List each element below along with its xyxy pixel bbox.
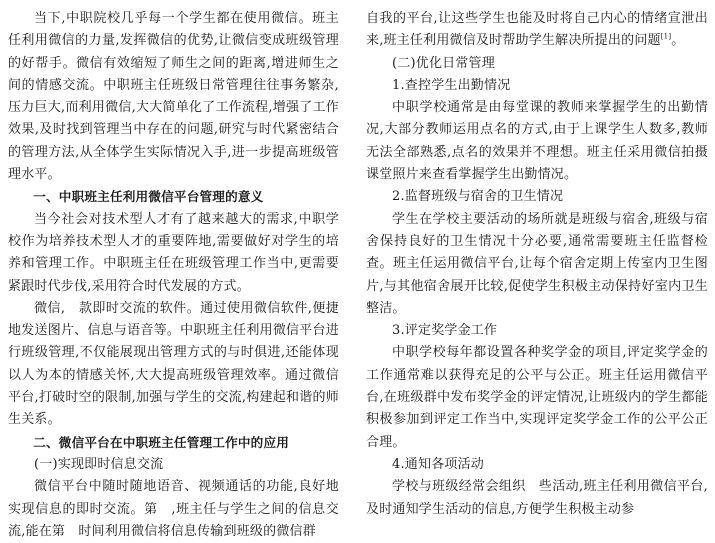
section-heading-application: 二、微信平台在中职班主任管理工作中的应用 (33, 434, 290, 450)
item-heading-scholarship: 3.评定奖学金工作 (392, 323, 498, 339)
instant-communication-paragraph: 微信平台中随时随地语音、视频通话的功能,良好地实现信息的即时交流。第 ,班主任与学生之间的信息交流,能在第 时间利用微信将信息传输到班级的微信群 (8, 479, 339, 539)
hygiene-paragraph: 学生在学校主要活动的场所就是班级与宿舍,班级与宿舍保持良好的卫生情况十分必要,通常需要班主任监督检查。班主任运用微信平台,让每个宿舍定期上传室内卫生图片,与其他宿舍展开比较,促使学生积极主动保持好室内卫生整洁。 (366, 211, 708, 316)
left-column (8, 8, 339, 543)
significance-paragraph-1: 当今社会对技术型人才有了越来越大的需求,中职学校作为培养技术型人才的重要阵地,需要做好对学生的培养和管理工作。中职班主任在班级管理工作当中,更需要紧跟时代步伐,采用符合时代发展的方式。 (8, 211, 339, 294)
continued-paragraph-end: 。 (671, 33, 685, 49)
right-column (366, 8, 708, 521)
item-heading-activity-notice: 4.通知各项活动 (392, 456, 485, 472)
item-heading-attendance: 1.查控学生出勤情况 (392, 77, 511, 93)
continued-paragraph-text: 自我的平台,让这些学生也能及时将自己内心的情绪宣泄出来,班主任利用微信及时帮助学生解决所提出的问题 (366, 11, 708, 49)
item-heading-hygiene: 2.监督班级与宿舍的卫生情况 (392, 189, 564, 205)
section-heading-significance: 一、中职班主任利用微信平台管理的意义 (33, 189, 264, 205)
citation-marker: [1] (660, 32, 672, 41)
attendance-paragraph: 中职学校通常是由每堂课的教师来掌握学生的出勤情况,大部分教师运用点名的方式,由于上课学生人数多,教师无法全部熟悉,点名的效果并不理想。班主任采用微信拍摄课堂照片来查看掌握学生出勤情况。 (366, 100, 708, 183)
intro-paragraph: 当下,中职院校几乎每一个学生都在使用微信。班主任利用微信的力量,发挥微信的优势,让微信变成班级管理的好帮手。微信有效缩短了师生之间的距离,增进师生之间的情感交流。中职班主任班级日常管理往往事务繁杂,压力巨大,而利用微信,大大简单化了工作流程,增强了工作效果,及时找到管理当中存在的问题,研究与时代紧密结合的管理方法,从全体学生实际情况入手,进一步提高班级管理水平。 (8, 11, 339, 183)
subsection-heading-daily-management: (二)优化日常管理 (392, 55, 495, 71)
subsection-heading-instant-communication: (一)实现即时信息交流 (34, 456, 164, 472)
activity-notice-paragraph: 学校与班级经常会组织 些活动,班主任利用微信平台,及时通知学生活动的信息,方便学生积极主动参 (366, 479, 708, 517)
continued-paragraph (366, 8, 708, 53)
scholarship-paragraph: 中职学校每年都设置各种奖学金的项目,评定奖学金的工作通常难以获得充足的公平与公正。班主任运用微信平台,在班级群中发布奖学金的评定情况,让班级内的学生都能积极参加到评定工作当中,实现评定奖学金工作的公平公正合理。 (366, 345, 708, 450)
significance-paragraph-2: 微信, 款即时交流的软件。通过使用微信软件,便捷地发送图片、信息与语音等。中职班主任利用微信平台进行班级管理,不仅能展现出管理方式的与时俱进,还能体现以人为本的情感关怀,大大提高班级管理效率。通过微信平台,打破时空的限制,加强与学生的交流,构建起和谐的师生关系。 (8, 300, 339, 428)
